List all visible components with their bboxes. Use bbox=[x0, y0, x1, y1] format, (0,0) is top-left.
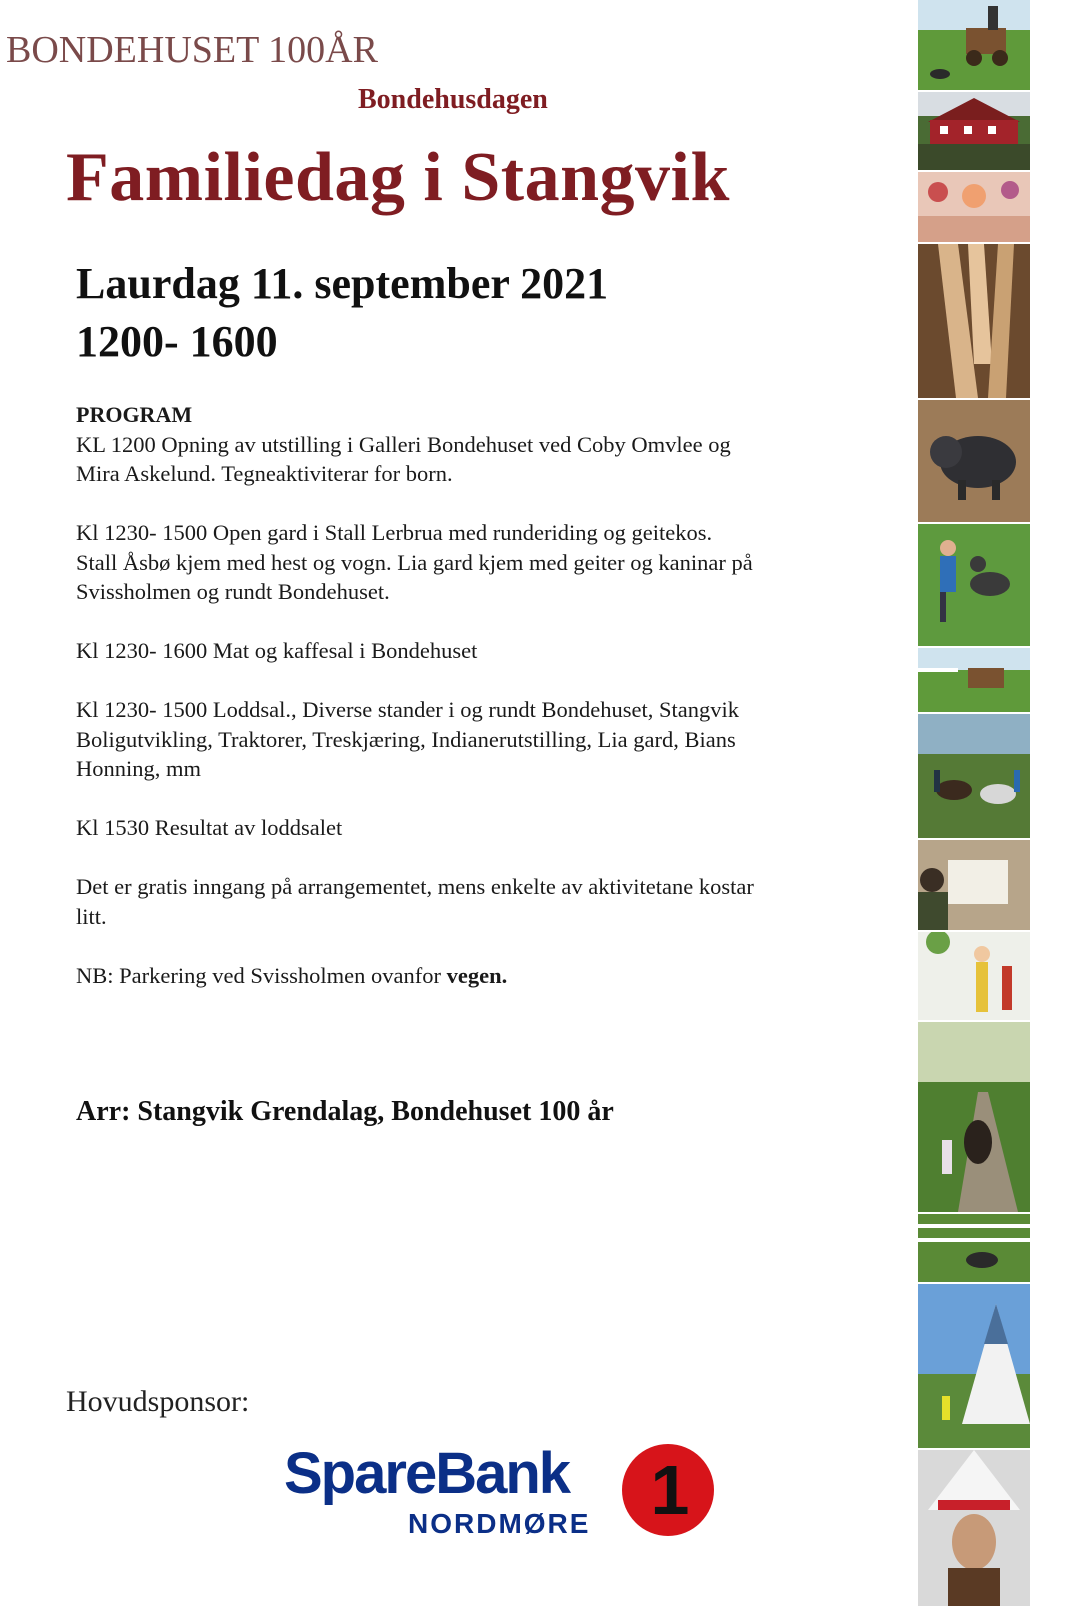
cartoon-art-photo-icon bbox=[918, 932, 1030, 1020]
program-item: Kl 1230- 1500 Open gard i Stall Lerbrua med runderiding og geitekos. Stall Åsbø kjem med hest og vogn. Lia gard kjem med geiter og kaninar på Svissholmen og rundt Bondehuset. bbox=[76, 520, 753, 604]
program-item: Kl 1230- 1500 Loddsal., Diverse stander i og rundt Bondehuset, Stangvik Boligutvikling, Traktorer, Treskjæring, Indianerutstilling, Lia gard, Bians Honning, mm bbox=[76, 697, 740, 781]
event-subtitle: Bondehusdagen bbox=[358, 84, 548, 115]
cart-field-small-photo-icon bbox=[918, 648, 1030, 712]
event-date: Laurdag 11. september 2021 bbox=[76, 259, 609, 308]
horse-path-photo-icon bbox=[918, 1022, 1030, 1212]
program-item: Det er gratis inngang på arrangementet, mens enkelte av aktivitetane kostar litt. bbox=[76, 874, 754, 929]
logo-digit: 1 bbox=[650, 1451, 690, 1529]
program-heading: PROGRAM bbox=[76, 402, 193, 427]
crafts-table-photo-icon bbox=[918, 172, 1030, 242]
red-barn-photo-icon bbox=[918, 92, 1030, 170]
organizer: Arr: Stangvik Grendalag, Bondehuset 100 år bbox=[76, 1096, 614, 1127]
program-item: KL 1200 Opning av utstilling i Galleri Bondehuset ved Coby Omvlee og Mira Askelund. Tegneaktiviterar for born. bbox=[76, 431, 731, 486]
logo-subtext: NORDMØRE bbox=[408, 1508, 591, 1539]
tipi-photo-icon bbox=[918, 1284, 1030, 1448]
horses-crowd-photo-icon bbox=[918, 714, 1030, 838]
program-section bbox=[76, 400, 756, 1020]
sponsor-label: Hovudsponsor: bbox=[66, 1385, 250, 1418]
bank-one-icon bbox=[620, 1442, 716, 1538]
child-goat-photo-icon bbox=[918, 524, 1030, 646]
photo-strip bbox=[918, 0, 1030, 1606]
main-title: Familiedag i Stangvik bbox=[66, 139, 730, 216]
logo-wordmark: SpareBank bbox=[284, 1441, 570, 1506]
parking-text: NB: Parkering ved Svissholmen ovanfor bbox=[76, 962, 447, 988]
riding-fence-photo-icon bbox=[918, 1214, 1030, 1282]
sparebank-logo bbox=[284, 1440, 724, 1550]
event-time: 1200- 1600 bbox=[76, 317, 278, 366]
headdress-photo-icon bbox=[918, 1450, 1030, 1606]
wood-carving-photo-icon bbox=[918, 244, 1030, 398]
parking-bold: vegen. bbox=[446, 962, 508, 988]
cart-field-photo-icon bbox=[918, 0, 1030, 90]
org-title: BONDEHUSET 100ÅR bbox=[6, 29, 378, 71]
drawing-activity-photo-icon bbox=[918, 840, 1030, 930]
parking-note bbox=[76, 961, 756, 991]
program-item: Kl 1530 Resultat av loddsalet bbox=[76, 815, 343, 840]
program-item: Kl 1230- 1600 Mat og kaffesal i Bondehuset bbox=[76, 638, 478, 663]
pig-photo-icon bbox=[918, 400, 1030, 522]
